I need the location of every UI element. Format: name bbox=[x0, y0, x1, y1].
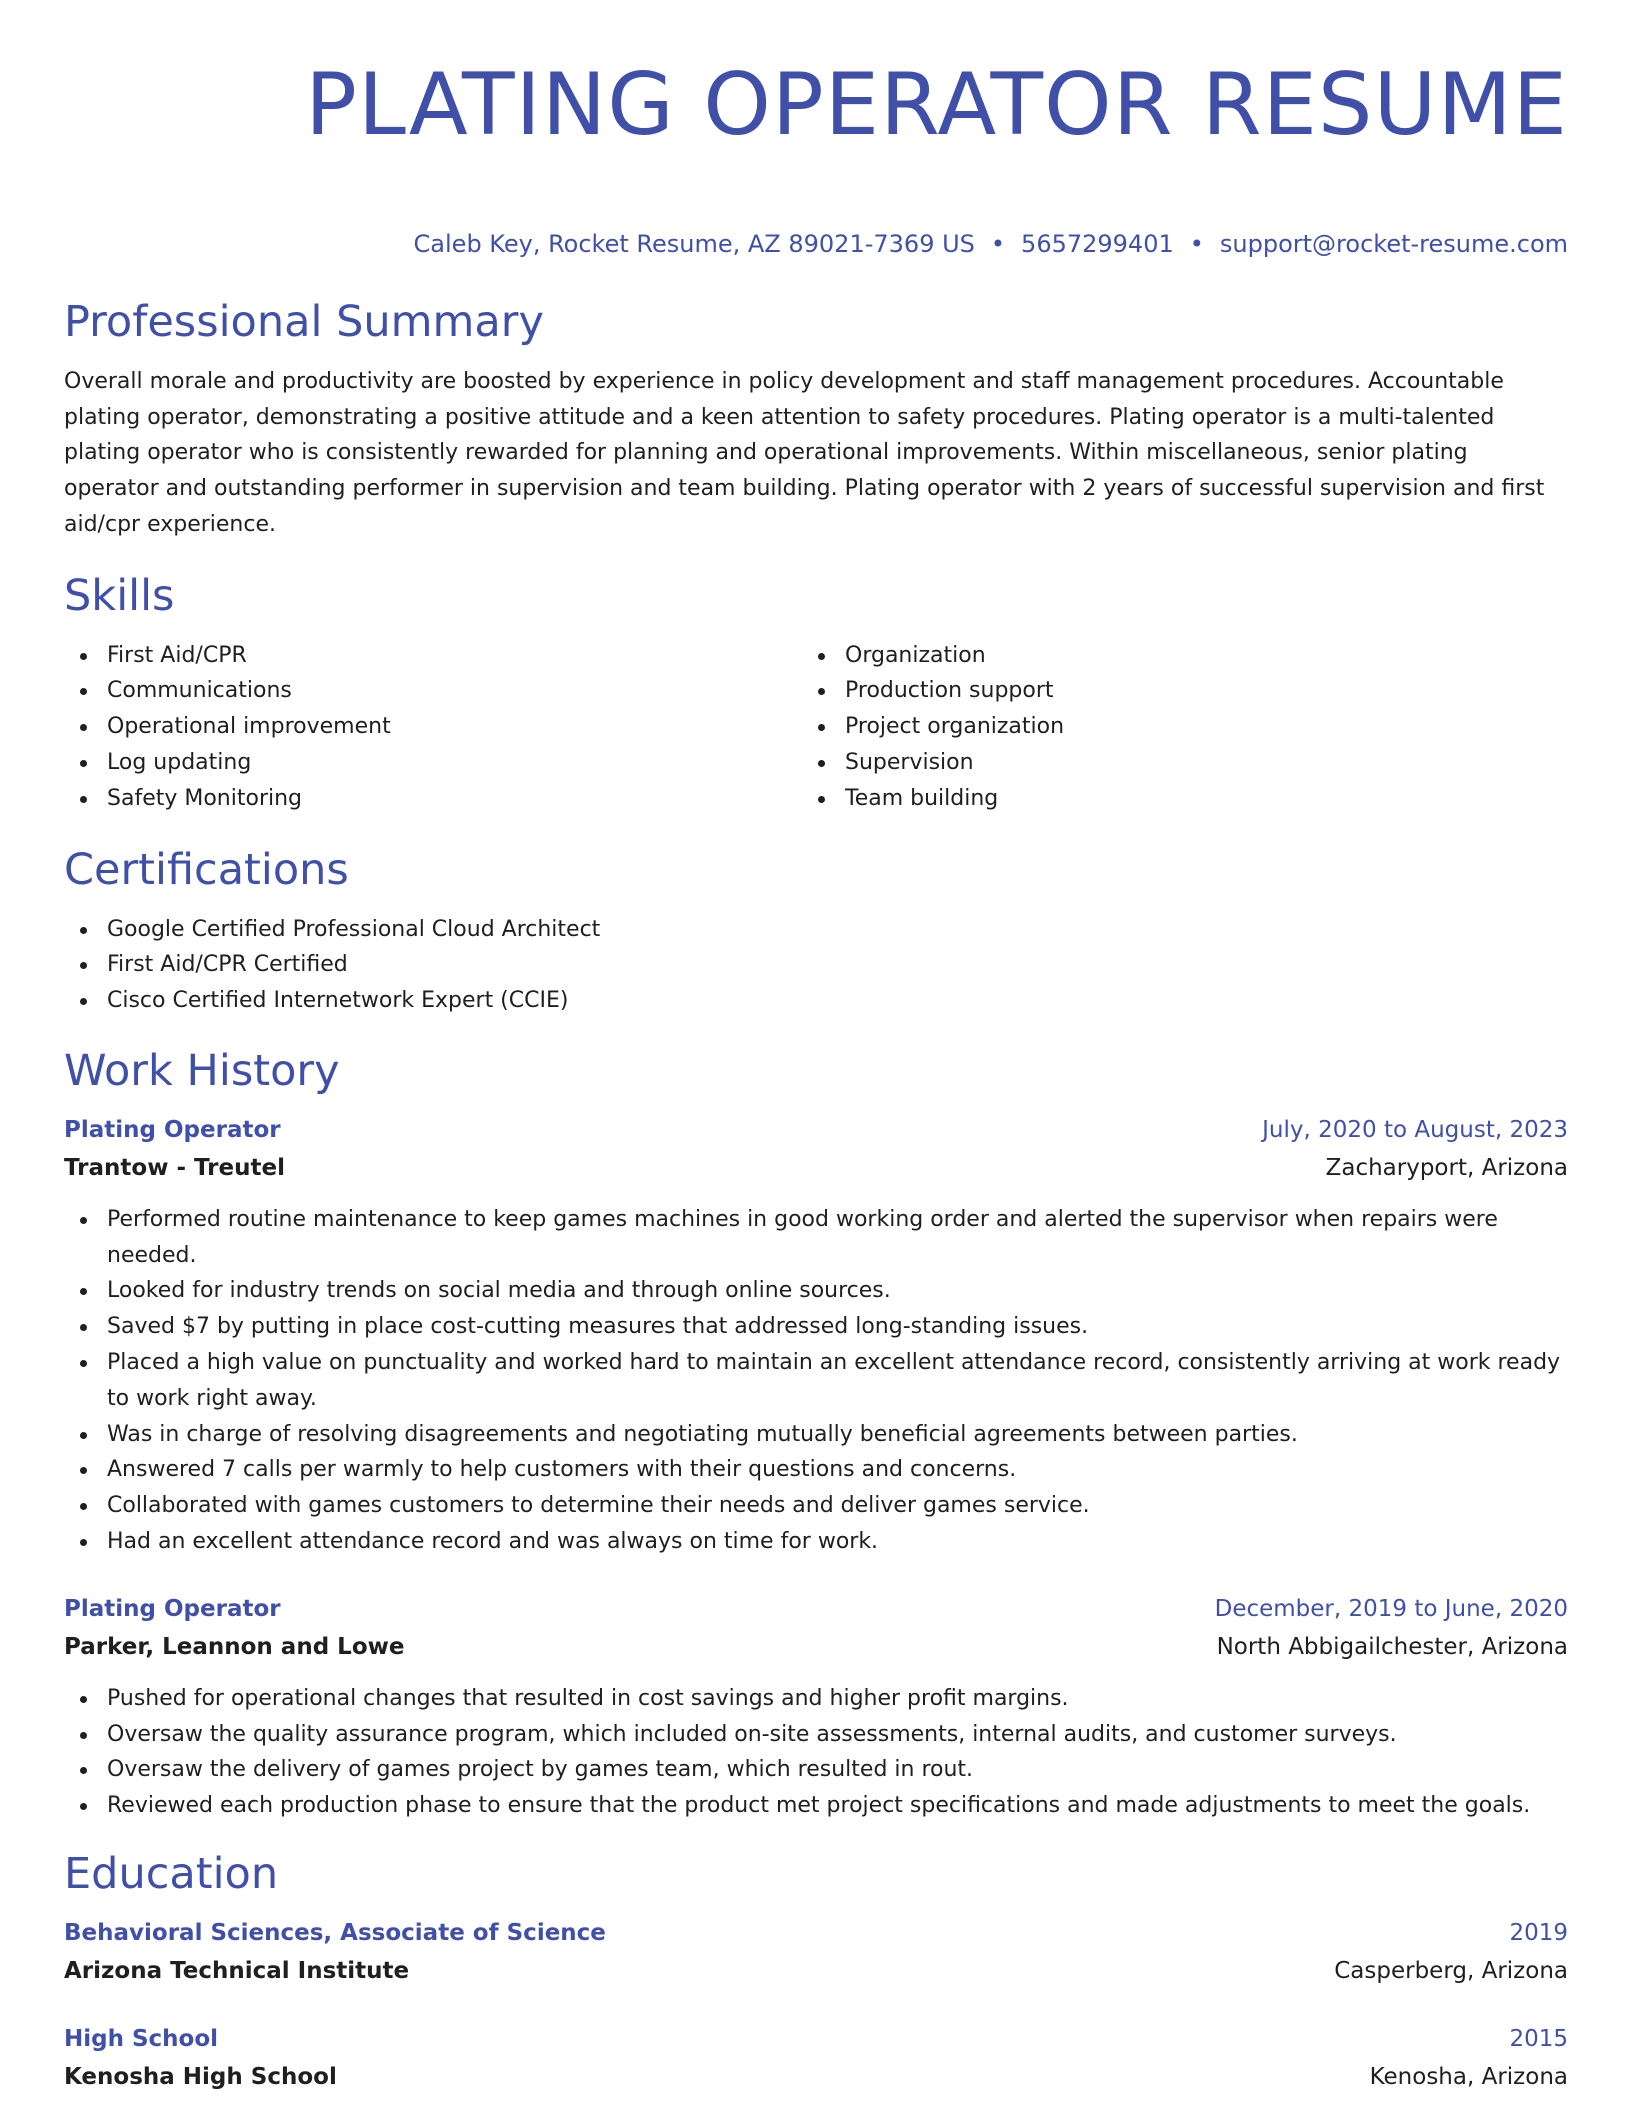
skill-item: Communications bbox=[64, 673, 802, 709]
contact-separator: • bbox=[990, 230, 1006, 258]
skills-grid bbox=[64, 638, 1568, 817]
skill-item: Project organization bbox=[802, 709, 1540, 745]
skill-item: First Aid/CPR bbox=[64, 638, 802, 674]
education-school-row bbox=[64, 1952, 1568, 1990]
summary-heading: Professional Summary bbox=[64, 297, 544, 347]
skill-item: Log updating bbox=[64, 745, 802, 781]
summary-text: Overall morale and productivity are boosted by experience in policy development and staff management procedures. Accountable plating operator, demonstrating a positive attitude and a keen attention to safety procedures. Plating operator is a multi-talented plating operator who is consistently rewarded for planning and operational improvements. Within miscellaneous, senior plating operator and outstanding performer in supervision and team building. Plating operator with 2 years of successful supervision and first aid/cpr experience. bbox=[64, 369, 1545, 537]
education-school: Arizona Technical Institute bbox=[64, 1958, 410, 1985]
job-location: North Abbigailchester, Arizona bbox=[1216, 1633, 1568, 1660]
job-bullets bbox=[64, 1202, 1568, 1560]
certifications-heading: Certifications bbox=[64, 844, 349, 895]
skills-section bbox=[64, 568, 1568, 817]
education-degree: Behavioral Sciences, Associate of Science bbox=[64, 1920, 606, 1947]
skill-item: Supervision bbox=[802, 745, 1540, 781]
job-bullet: Looked for industry trends on social media and through online sources. bbox=[64, 1273, 1568, 1309]
education-entry bbox=[64, 1914, 1568, 1990]
education-heading: Education bbox=[64, 1849, 279, 1900]
skill-item: Organization bbox=[802, 638, 1540, 674]
job-title: Plating Operator bbox=[64, 1116, 281, 1143]
certifications-list bbox=[64, 912, 1568, 1019]
skill-item: Safety Monitoring bbox=[64, 781, 802, 817]
certification-item: Google Certified Professional Cloud Architect bbox=[64, 912, 1568, 948]
resume-header bbox=[64, 0, 1568, 260]
job-employer: Parker, Leannon and Lowe bbox=[64, 1633, 405, 1660]
education-location: Casperberg, Arizona bbox=[1334, 1958, 1568, 1985]
contact-separator: • bbox=[1189, 230, 1204, 258]
work-history-section bbox=[64, 1043, 1568, 1824]
job-bullet: Saved $7 by putting in place cost-cutting measures that addressed long-standing issues. bbox=[64, 1309, 1568, 1345]
job-bullet: Was in charge of resolving disagreements and negotiating mutually beneficial agreements between parties. bbox=[64, 1417, 1568, 1453]
certification-item: Cisco Certified Internetwork Expert (CCIE) bbox=[64, 983, 1568, 1019]
job-entry bbox=[64, 1111, 1568, 1560]
job-title-row bbox=[64, 1590, 1568, 1628]
job-bullet: Collaborated with games customers to determine their needs and deliver games service. bbox=[64, 1488, 1568, 1524]
job-employer-row bbox=[64, 1149, 1568, 1187]
job-bullet: Reviewed each production phase to ensure that the product met project specifications and made adjustments to meet the goals. bbox=[64, 1788, 1568, 1824]
work-history-heading: Work History bbox=[64, 1045, 340, 1096]
job-bullet: Performed routine maintenance to keep games machines in good working order and alerted the supervisor when repairs were needed. bbox=[64, 1202, 1568, 1274]
contact-line bbox=[64, 228, 1568, 260]
job-dates: December, 2019 to June, 2020 bbox=[1214, 1595, 1568, 1622]
job-bullet: Oversaw the delivery of games project by games team, which resulted in rout. bbox=[64, 1752, 1568, 1788]
skills-heading: Skills bbox=[64, 570, 175, 621]
resume-title: PLATING OPERATOR RESUME bbox=[305, 55, 1568, 155]
skill-item: Operational improvement bbox=[64, 709, 802, 745]
job-bullet: Placed a high value on punctuality and worked hard to maintain an excellent attendance record, consistently arriving at work ready to work right away. bbox=[64, 1345, 1568, 1417]
education-entry bbox=[64, 2020, 1568, 2096]
certifications-section bbox=[64, 842, 1568, 1019]
contact-phone: 5657299401 bbox=[1021, 230, 1174, 258]
skill-item: Production support bbox=[802, 673, 1540, 709]
skills-right-list bbox=[802, 638, 1540, 817]
job-title-row bbox=[64, 1111, 1568, 1149]
job-location: Zacharyport, Arizona bbox=[1325, 1154, 1568, 1181]
job-entry bbox=[64, 1590, 1568, 1824]
skill-item: Team building bbox=[802, 781, 1540, 817]
education-degree-row bbox=[64, 1914, 1568, 1952]
contact-email[interactable]: support@rocket-resume.com bbox=[1219, 230, 1568, 258]
job-bullet: Oversaw the quality assurance program, which included on-site assessments, internal audits, and customer surveys. bbox=[64, 1717, 1568, 1753]
job-bullet: Answered 7 calls per warmly to help customers with their questions and concerns. bbox=[64, 1452, 1568, 1488]
job-bullet: Pushed for operational changes that resulted in cost savings and higher profit margins. bbox=[64, 1681, 1568, 1717]
education-degree: High School bbox=[64, 2026, 219, 2053]
education-year: 2015 bbox=[1509, 2026, 1568, 2053]
job-employer: Trantow - Treutel bbox=[64, 1154, 285, 1181]
job-dates: July, 2020 to August, 2023 bbox=[1262, 1116, 1568, 1143]
job-employer-row bbox=[64, 1628, 1568, 1666]
job-bullets bbox=[64, 1681, 1568, 1824]
education-section bbox=[64, 1846, 1568, 2096]
summary-section bbox=[64, 294, 1568, 543]
education-year: 2019 bbox=[1509, 1920, 1568, 1947]
education-location: Kenosha, Arizona bbox=[1369, 2064, 1568, 2091]
education-school-row bbox=[64, 2058, 1568, 2096]
certification-item: First Aid/CPR Certified bbox=[64, 947, 1568, 983]
education-school: Kenosha High School bbox=[64, 2064, 337, 2091]
education-degree-row bbox=[64, 2020, 1568, 2058]
job-bullet: Had an excellent attendance record and was always on time for work. bbox=[64, 1524, 1568, 1560]
contact-address: Caleb Key, Rocket Resume, AZ 89021-7369 US bbox=[413, 230, 975, 258]
job-title: Plating Operator bbox=[64, 1595, 281, 1622]
skills-left-list bbox=[64, 638, 802, 817]
